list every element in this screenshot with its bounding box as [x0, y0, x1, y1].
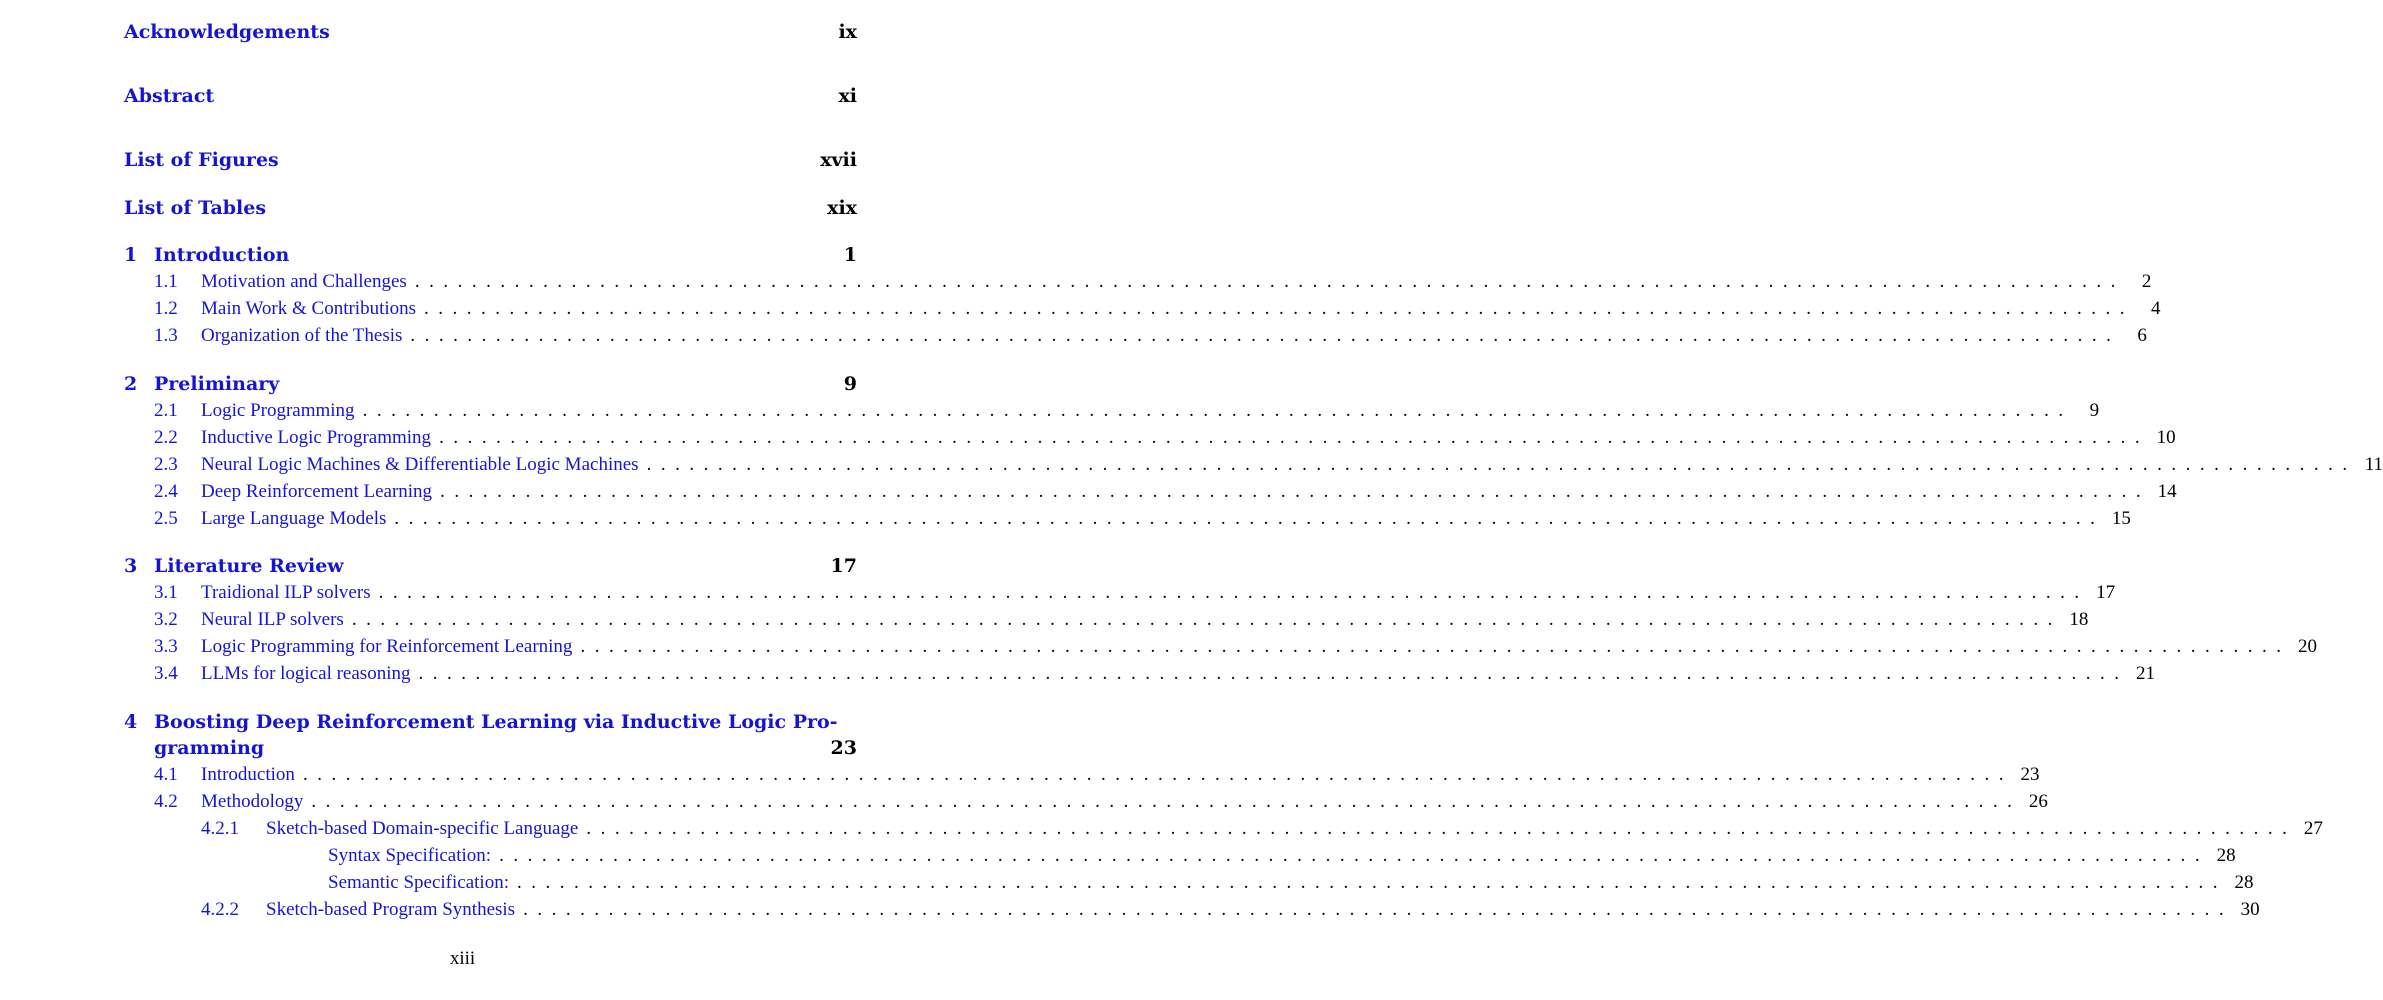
- chapter-title[interactable]: Boosting Deep Reinforcement Learning via Inductive Logic Pro-: [154, 711, 838, 733]
- toc-page-number: 21: [2135, 663, 2155, 684]
- leader-dots: . . . . . . . . . . . . . . . . . . . . . . . . . . . . . . . . . . . . . . . . . . . . . . . . . . . . . . . . . . . . . . . . . . . . . . . . . . . . . . . . . . . . . . . . . . . . . . . . . . . . . . . . . . . . . . . . . . . . . . . .: [580, 636, 2281, 657]
- toc-section[interactable]: [124, 505, 2131, 532]
- section-number: 2.2: [154, 427, 178, 448]
- toc-section[interactable]: [124, 451, 2383, 478]
- toc-page-number: 23: [830, 737, 857, 759]
- section-title[interactable]: Motivation and Challenges: [201, 271, 407, 292]
- section-number: 3.4: [154, 663, 178, 684]
- toc-page-number: 28: [2216, 845, 2236, 866]
- toc-page-number: 18: [2069, 609, 2089, 630]
- chapter-number: 1: [124, 244, 138, 266]
- section-number: 1.2: [154, 298, 178, 319]
- section-title[interactable]: LLMs for logical reasoning: [201, 663, 411, 684]
- section-number: 2.5: [154, 508, 178, 529]
- toc-page-number: 27: [2303, 818, 2323, 839]
- subsection-title[interactable]: Sketch-based Program Synthesis: [266, 899, 516, 920]
- leader-dots: . . . . . . . . . . . . . . . . . . . . . . . . . . . . . . . . . . . . . . . . . . . . . . . . . . . . . . . . . . . . . . . . . . . . . . . . . . . . . . . . . . . . . . . . . . . . . . . . . . . . . . . . . . . . . . . . . . . . . . . .: [394, 508, 2095, 529]
- section-title[interactable]: Main Work & Contributions: [201, 298, 417, 319]
- chapter-heading[interactable]: [124, 242, 857, 268]
- toc-chapter-2: [124, 371, 2383, 532]
- toc-page-number: 1: [843, 244, 857, 266]
- toc-page-number: xi: [838, 85, 857, 107]
- toc-section[interactable]: [124, 579, 2116, 606]
- section-number: 2.3: [154, 454, 178, 475]
- section-title[interactable]: Methodology: [201, 791, 304, 812]
- chapter-number: 4: [124, 711, 138, 733]
- toc-front-acknowledgements[interactable]: [124, 19, 857, 45]
- toc-page-number: 14: [2157, 481, 2177, 502]
- toc-page-number: 26: [2028, 791, 2048, 812]
- chapter-number: 3: [124, 555, 138, 577]
- section-number: 4.1: [154, 764, 178, 785]
- chapter-title[interactable]: Introduction: [154, 244, 290, 266]
- toc-page-number: 6: [2137, 325, 2147, 346]
- toc-link[interactable]: Abstract: [124, 85, 215, 107]
- section-number: 2.1: [154, 400, 178, 421]
- subsection-number: 4.2.1: [201, 818, 239, 839]
- leader-dots: . . . . . . . . . . . . . . . . . . . . . . . . . . . . . . . . . . . . . . . . . . . . . . . . . . . . . . . . . . . . . . . . . . . . . . . . . . . . . . . . . . . . . . . . . . . . . . . . . . . . . . . . . . . . . . . . . . . . . . . .: [351, 609, 2053, 630]
- chapter-heading[interactable]: [124, 709, 857, 735]
- toc-section[interactable]: [124, 606, 2089, 633]
- toc-front-list-of-figures[interactable]: [124, 147, 857, 173]
- leader-dots: . . . . . . . . . . . . . . . . . . . . . . . . . . . . . . . . . . . . . . . . . . . . . . . . . . . . . . . . . . . . . . . . . . . . . . . . . . . . . . . . . . . . . . . . . . . . . . . . . . . . . . . . . . . . . . . . . . . . . . . .: [499, 845, 2200, 866]
- section-title[interactable]: Logic Programming for Reinforcement Learning: [201, 636, 573, 657]
- toc-page-number: ix: [838, 21, 857, 43]
- leader-dots: . . . . . . . . . . . . . . . . . . . . . . . . . . . . . . . . . . . . . . . . . . . . . . . . . . . . . . . . . . . . . . . . . . . . . . . . . . . . . . . . . . . . . . . . . . . . . . . . . . . . . . . . . . . . . . . . . . . . . . . .: [418, 663, 2119, 684]
- toc-page-number: 20: [2297, 636, 2317, 657]
- chapter-title[interactable]: Literature Review: [154, 555, 344, 577]
- section-title[interactable]: Introduction: [201, 764, 295, 785]
- toc-chapter-4: [124, 709, 2323, 923]
- section-number: 2.4: [154, 481, 178, 502]
- leader-dots: . . . . . . . . . . . . . . . . . . . . . . . . . . . . . . . . . . . . . . . . . . . . . . . . . . . . . . . . . . . . . . . . . . . . . . . . . . . . . . . . . . . . . . . . . . . . . . . . . . . . . . . . . . . . . . . . . . . . . . . .: [439, 427, 2140, 448]
- toc-page-number: 10: [2156, 427, 2176, 448]
- toc-section[interactable]: [124, 295, 2161, 322]
- toc-paragraph[interactable]: [124, 869, 2254, 896]
- toc-page-number: 9: [2089, 400, 2100, 421]
- toc-page-number: 9: [843, 373, 857, 395]
- chapter-number: 2: [124, 373, 138, 395]
- toc-page-number: 23: [2020, 764, 2040, 785]
- leader-dots: . . . . . . . . . . . . . . . . . . . . . . . . . . . . . . . . . . . . . . . . . . . . . . . . . . . . . . . . . . . . . . . . . . . . . . . . . . . . . . . . . . . . . . . . . . . . . . . . . . . . . . . . . . . . . . . . . . . . . . . .: [516, 872, 2218, 893]
- subsection-title[interactable]: Sketch-based Domain-specific Language: [266, 818, 579, 839]
- toc-section[interactable]: [124, 268, 2152, 295]
- toc-page-number: 28: [2234, 872, 2254, 893]
- chapter-title[interactable]: Preliminary: [154, 373, 280, 395]
- toc-page-number: 4: [2151, 298, 2161, 319]
- section-number: 1.1: [154, 271, 178, 292]
- toc-section[interactable]: [124, 761, 2040, 788]
- toc-front-abstract[interactable]: [124, 83, 857, 109]
- toc-page-number: xix: [827, 197, 857, 219]
- section-number: 4.2: [154, 791, 178, 812]
- chapter-title-continued[interactable]: gramming: [154, 737, 265, 759]
- toc-section[interactable]: [124, 397, 2100, 424]
- leader-dots: . . . . . . . . . . . . . . . . . . . . . . . . . . . . . . . . . . . . . . . . . . . . . . . . . . . . . . . . . . . . . . . . . . . . . . . . . . . . . . . . . . . . . . . . . . . . . . . . . . . . . . . . . . . . . . . . . . . . . . . .: [646, 454, 2348, 475]
- toc-link[interactable]: List of Figures: [124, 149, 279, 171]
- leader-dots: . . . . . . . . . . . . . . . . . . . . . . . . . . . . . . . . . . . . . . . . . . . . . . . . . . . . . . . . . . . . . . . . . . . . . . . . . . . . . . . . . . . . . . . . . . . . . . . . . . . . . . . . . . . . . . . . . . . . . . . .: [523, 899, 2224, 920]
- section-title[interactable]: Organization of the Thesis: [201, 325, 403, 346]
- leader-dots: . . . . . . . . . . . . . . . . . . . . . . . . . . . . . . . . . . . . . . . . . . . . . . . . . . . . . . . . . . . . . . . . . . . . . . . . . . . . . . . . . . . . . . . . . . . . . . . . . . . . . . . . . . . . . . . . . . . . . . . .: [410, 325, 2111, 346]
- toc-page-number: 17: [2096, 582, 2116, 603]
- toc-section[interactable]: [124, 424, 2176, 451]
- toc-page-number: 15: [2111, 508, 2131, 529]
- toc-chapter-1: [124, 242, 2161, 349]
- leader-dots: . . . . . . . . . . . . . . . . . . . . . . . . . . . . . . . . . . . . . . . . . . . . . . . . . . . . . . . . . . . . . . . . . . . . . . . . . . . . . . . . . . . . . . . . . . . . . . . . . . . . . . . . . . . . . . . . . . . . . . . .: [302, 764, 2004, 785]
- toc-subsection[interactable]: [124, 815, 2323, 842]
- section-title[interactable]: Neural ILP solvers: [201, 609, 344, 630]
- section-title[interactable]: Deep Reinforcement Learning: [201, 481, 433, 502]
- toc-section[interactable]: [124, 660, 2155, 687]
- section-number: 3.2: [154, 609, 178, 630]
- leader-dots: . . . . . . . . . . . . . . . . . . . . . . . . . . . . . . . . . . . . . . . . . . . . . . . . . . . . . . . . . . . . . . . . . . . . . . . . . . . . . . . . . . . . . . . . . . . . . . . . . . . . . . . . . . . . . . . . . . . . . . . .: [586, 818, 2287, 839]
- leader-dots: . . . . . . . . . . . . . . . . . . . . . . . . . . . . . . . . . . . . . . . . . . . . . . . . . . . . . . . . . . . . . . . . . . . . . . . . . . . . . . . . . . . . . . . . . . . . . . . . . . . . . . . . . . . . . . . . . . . . . . . .: [362, 400, 2064, 421]
- section-title[interactable]: Traidional ILP solvers: [201, 582, 371, 603]
- toc-section[interactable]: [124, 478, 2177, 505]
- toc-page-number: 11: [2364, 454, 2383, 475]
- section-title[interactable]: Neural Logic Machines & Differentiable Logic Machines: [201, 454, 639, 475]
- leader-dots: . . . . . . . . . . . . . . . . . . . . . . . . . . . . . . . . . . . . . . . . . . . . . . . . . . . . . . . . . . . . . . . . . . . . . . . . . . . . . . . . . . . . . . . . . . . . . . . . . . . . . . . . . . . . . . . . . . . . . . . .: [378, 582, 2080, 603]
- toc-section[interactable]: [124, 322, 2147, 349]
- toc-page-number: 17: [830, 555, 857, 577]
- subsection-number: 4.2.2: [201, 899, 239, 920]
- section-title[interactable]: Large Language Models: [201, 508, 387, 529]
- paragraph-title[interactable]: Syntax Specification:: [328, 845, 492, 866]
- toc-paragraph[interactable]: [124, 842, 2236, 869]
- section-number: 3.1: [154, 582, 178, 603]
- leader-dots: . . . . . . . . . . . . . . . . . . . . . . . . . . . . . . . . . . . . . . . . . . . . . . . . . . . . . . . . . . . . . . . . . . . . . . . . . . . . . . . . . . . . . . . . . . . . . . . . . . . . . . . . . . . . . . . . . . . . . . . .: [414, 271, 2116, 292]
- chapter-heading[interactable]: [124, 553, 857, 579]
- toc-link[interactable]: List of Tables: [124, 197, 267, 219]
- chapter-heading-continued[interactable]: [124, 735, 857, 761]
- leader-dots: . . . . . . . . . . . . . . . . . . . . . . . . . . . . . . . . . . . . . . . . . . . . . . . . . . . . . . . . . . . . . . . . . . . . . . . . . . . . . . . . . . . . . . . . . . . . . . . . . . . . . . . . . . . . . . . . . . . . . . . .: [440, 481, 2141, 502]
- paragraph-title[interactable]: Semantic Specification:: [328, 872, 509, 893]
- toc-page-number: xvii: [820, 149, 857, 171]
- toc-front-list-of-tables[interactable]: [124, 195, 857, 221]
- section-title[interactable]: Inductive Logic Programming: [201, 427, 432, 448]
- section-title[interactable]: Logic Programming: [201, 400, 355, 421]
- leader-dots: . . . . . . . . . . . . . . . . . . . . . . . . . . . . . . . . . . . . . . . . . . . . . . . . . . . . . . . . . . . . . . . . . . . . . . . . . . . . . . . . . . . . . . . . . . . . . . . . . . . . . . . . . . . . . . . . . . . . . . . .: [311, 791, 2012, 812]
- toc-page-number: 2: [2141, 271, 2152, 292]
- section-number: 3.3: [154, 636, 178, 657]
- chapter-heading[interactable]: [124, 371, 857, 397]
- page-footer-number: xiii: [449, 948, 476, 969]
- toc-section[interactable]: [124, 788, 2048, 815]
- toc-section[interactable]: [124, 633, 2317, 660]
- toc-link[interactable]: Acknowledgements: [124, 21, 330, 43]
- toc-subsection[interactable]: [124, 896, 2260, 923]
- toc-chapter-3: [124, 553, 2317, 687]
- toc-page-number: 30: [2240, 899, 2260, 920]
- leader-dots: . . . . . . . . . . . . . . . . . . . . . . . . . . . . . . . . . . . . . . . . . . . . . . . . . . . . . . . . . . . . . . . . . . . . . . . . . . . . . . . . . . . . . . . . . . . . . . . . . . . . . . . . . . . . . . . . . . . . . . . .: [424, 298, 2125, 319]
- section-number: 1.3: [154, 325, 178, 346]
